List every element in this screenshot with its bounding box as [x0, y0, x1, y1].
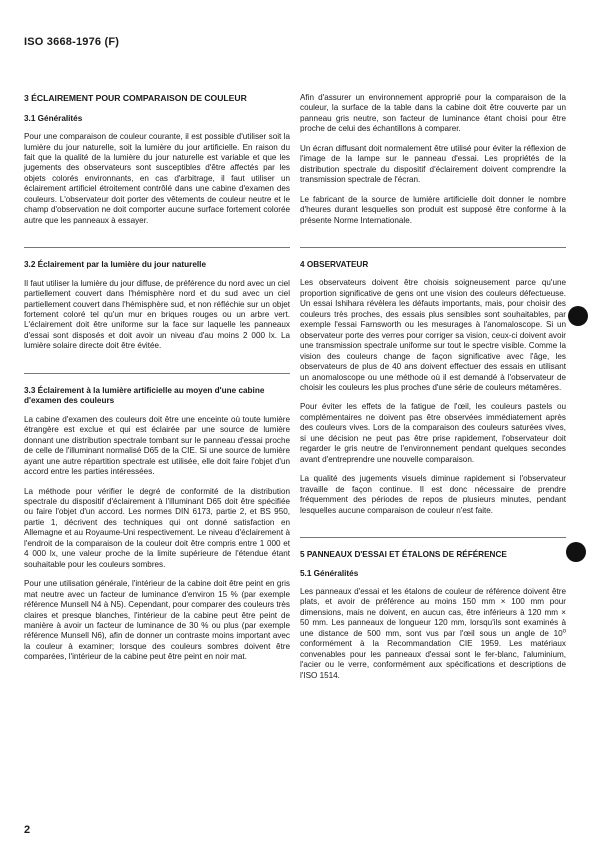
- section-3-1-paragraph: Pour une comparaison de couleur courante, il est possible d'utiliser soit la lumière du jour naturelle, soit la lumière du jour artificielle. En raison du fait que la qualité de la lumière du jour naturelle est variable et que les jugements des observateurs sont susceptibles d'être affectés par les objets colorés environnants, en cas d'arbitrage, il faut utiliser un éclairement artificiel étroitement contrôlé dans une cabine d'examen des couleurs. L'observateur doit porter des vêtements de couleur neutre et le champ d'observation ne doit comporter aucune surface fortement colorée autre que les panneaux à essayer.: [24, 132, 290, 225]
- degree-superscript: o: [562, 628, 566, 635]
- section-divider: [24, 373, 290, 374]
- document-header: ISO 3668-1976 (F): [24, 36, 120, 48]
- punch-hole-mark: [566, 542, 586, 562]
- punch-hole-mark: [568, 306, 588, 326]
- section-4-paragraph-1: Les observateurs doivent être choisis soigneusement parce qu'une proportion significative de gens ont une vision des couleurs défectueuse. Un essai Ishihara révèlera les défauts importants, mais, pour choisir des couleurs très proches, des essais plus sensibles sont souhaitables, par exemple l'essai Farnsworth ou les mesurages à l'anomaloscope. Si un observateur porte des verres pour corriger sa vision, ceux-ci doivent avoir une transmission spectrale uniforme sur tout le spectre visible. Comme la vision des couleurs change de façon significative avec l'âge, les observateurs de plus de 40 ans doivent effectuer des essais en utilisant un anomaloscope ou une méthode où il est demandé à l'observateur de choisir les couleurs les plus proches d'une série de couleurs métamères.: [300, 278, 566, 393]
- section-4-paragraph-3: La qualité des jugements visuels diminue rapidement si l'observateur travaille de façon continue. Il est donc nécessaire de prendre fréquemment des périodes de repos de plusieurs minutes, pendant lesquelles aucune comparaison de couleur n'est faite.: [300, 474, 566, 515]
- manufacturer-paragraph: Le fabricant de la source de lumière artificielle doit donner le nombre d'heures durant lesquelles son produit est supposé être conforme à la présente Norme Internationale.: [300, 194, 566, 225]
- section-divider: [300, 247, 566, 248]
- section-3-2-paragraph: Il faut utiliser la lumière du jour diffuse, de préférence du nord avec un ciel partiellement couvert dans l'hémisphère nord et du sud avec un ciel partiellement couvert dans l'hémisphère sud, et non réfléchie sur un objet fortement coloré tel qu'un mur en briques rouges ou un arbre vert. L'éclairement doit être uniforme sur la face sur laquelle les panneaux d'essai sont disposés et doit avoir un niveau d'au moins 2 000 lx. La lumière solaire directe doit être évitée.: [24, 278, 290, 351]
- left-column: [24, 93, 290, 672]
- section-divider: [300, 537, 566, 538]
- diffusing-screen-paragraph: Un écran diffusant doit normalement être utilisé pour éviter la réflexion de l'image de la lampe sur le panneau d'essai. Les propriétés de la distribution spectrale du dispositif d'éclairement doivent comprendre la transmission spectrale de l'écran.: [300, 143, 566, 185]
- right-column: [300, 93, 566, 690]
- section-5-1-heading: 5.1 Généralités: [300, 568, 359, 578]
- section-3-1-heading: 3.1 Généralités: [24, 113, 83, 123]
- section-3-2-heading: 3.2 Éclairement par la lumière du jour naturelle: [24, 260, 207, 270]
- page-number: 2: [24, 824, 31, 836]
- section-3-3-paragraph-1: La cabine d'examen des couleurs doit être une enceinte où toute lumière étrangère est exclue et qui est éclairée par une source de lumière donnant une distribution spectrale tombant sur le panneau d'essai proche de celle de l'illuminant normalisé D65 de la CIE. Si une source de lumière ayant une autre répartition spectrale est utilisée, elle doit faire l'objet d'un accord entre les parties intéressées.: [24, 414, 290, 477]
- section-3-3-heading: 3.3 Éclairement à la lumière artificielle au moyen d'une cabine d'examen des couleurs: [24, 385, 265, 406]
- section-3-heading: 3 ÉCLAIREMENT POUR COMPARAISON DE COULEUR: [24, 93, 247, 103]
- section-4-heading: 4 OBSERVATEUR: [300, 259, 369, 269]
- section-3-3-paragraph-2: La méthode pour vérifier le degré de conformité de la distribution spectrale du dispositif d'éclairement à l'illuminant D65 doit être spécifiée ou faire l'objet d'un accord. Les normes DIN 6173, partie 2, et BS 950, partie 1, décrivent des techniques qui ont donné satisfaction en Allemagne et au Royaume-Uni respectivement. Le niveau d'éclairement à l'endroit de la comparaison de la couleur doit être compris entre 1 000 et 4 000 lx, une valeur proche de la limite supérieure de l'étendue étant souhaitable pour les couleurs sombres.: [24, 486, 290, 569]
- section-5-1-paragraph: Les panneaux d'essai et les étalons de couleur de référence doivent être plats, et avoir de préférence au moins 150 mm × 100 mm pour dimensions, mais ne doivent, en aucun cas, être inférieurs à 120 mm × 50 mm. Les panneaux de longueur 120 mm, lorsqu'ils sont examinés à une distance de 500 mm, sont vus par l'œil sous un angle de 10$^o$ conformément à la Recommandation CIE 1959. Les matériaux convenables pour les panneaux d'essai sont le fer-blanc, l'aluminium, l'acier ou le verre, conformément aux spécifications et descriptions de l'ISO 1514.: [300, 587, 566, 680]
- cabin-table-paragraph: Afin d'assurer un environnement approprié pour la comparaison de la couleur, la surface de la table dans la cabine doit être couverte par un panneau gris neutre, son facteur de luminance étant choisi pour être proche de celui des échantillons à comparer.: [300, 93, 566, 134]
- section-3-3-paragraph-3: Pour une utilisation générale, l'intérieur de la cabine doit être peint en gris mat neutre avec un facteur de luminance d'environ 15 % (par exemple référence Munsell N4 à N5). Cependant, pour comparer des couleurs très claires et presque blanches, l'intérieur de la cabine peut être peint de manière à avoir un facteur de luminance de 30 % ou plus (par exemple référence Munsell N6), afin de donner un contraste moins important avec la couleur à examiner; lorsque des couleurs sombres doivent être comparées, l'intérieur de la cabine peut être peint en noir mat.: [24, 579, 290, 662]
- section-4-paragraph-2: Pour éviter les effets de la fatigue de l'œil, les couleurs pastels ou complémentaires ne doivent pas être observées immédiatement après des couleurs vives. Lors de la comparaison des couleurs saturées vives, si une décision ne peut pas être prise rapidement, l'observateur doit regarder le gris neutre de l'environnement pendant quelques secondes avant d'entreprendre une nouvelle comparaison.: [300, 402, 566, 464]
- section-divider: [24, 247, 290, 248]
- section-5-heading: 5 PANNEAUX D'ESSAI ET ÉTALONS DE RÉFÉRENCE: [300, 550, 507, 559]
